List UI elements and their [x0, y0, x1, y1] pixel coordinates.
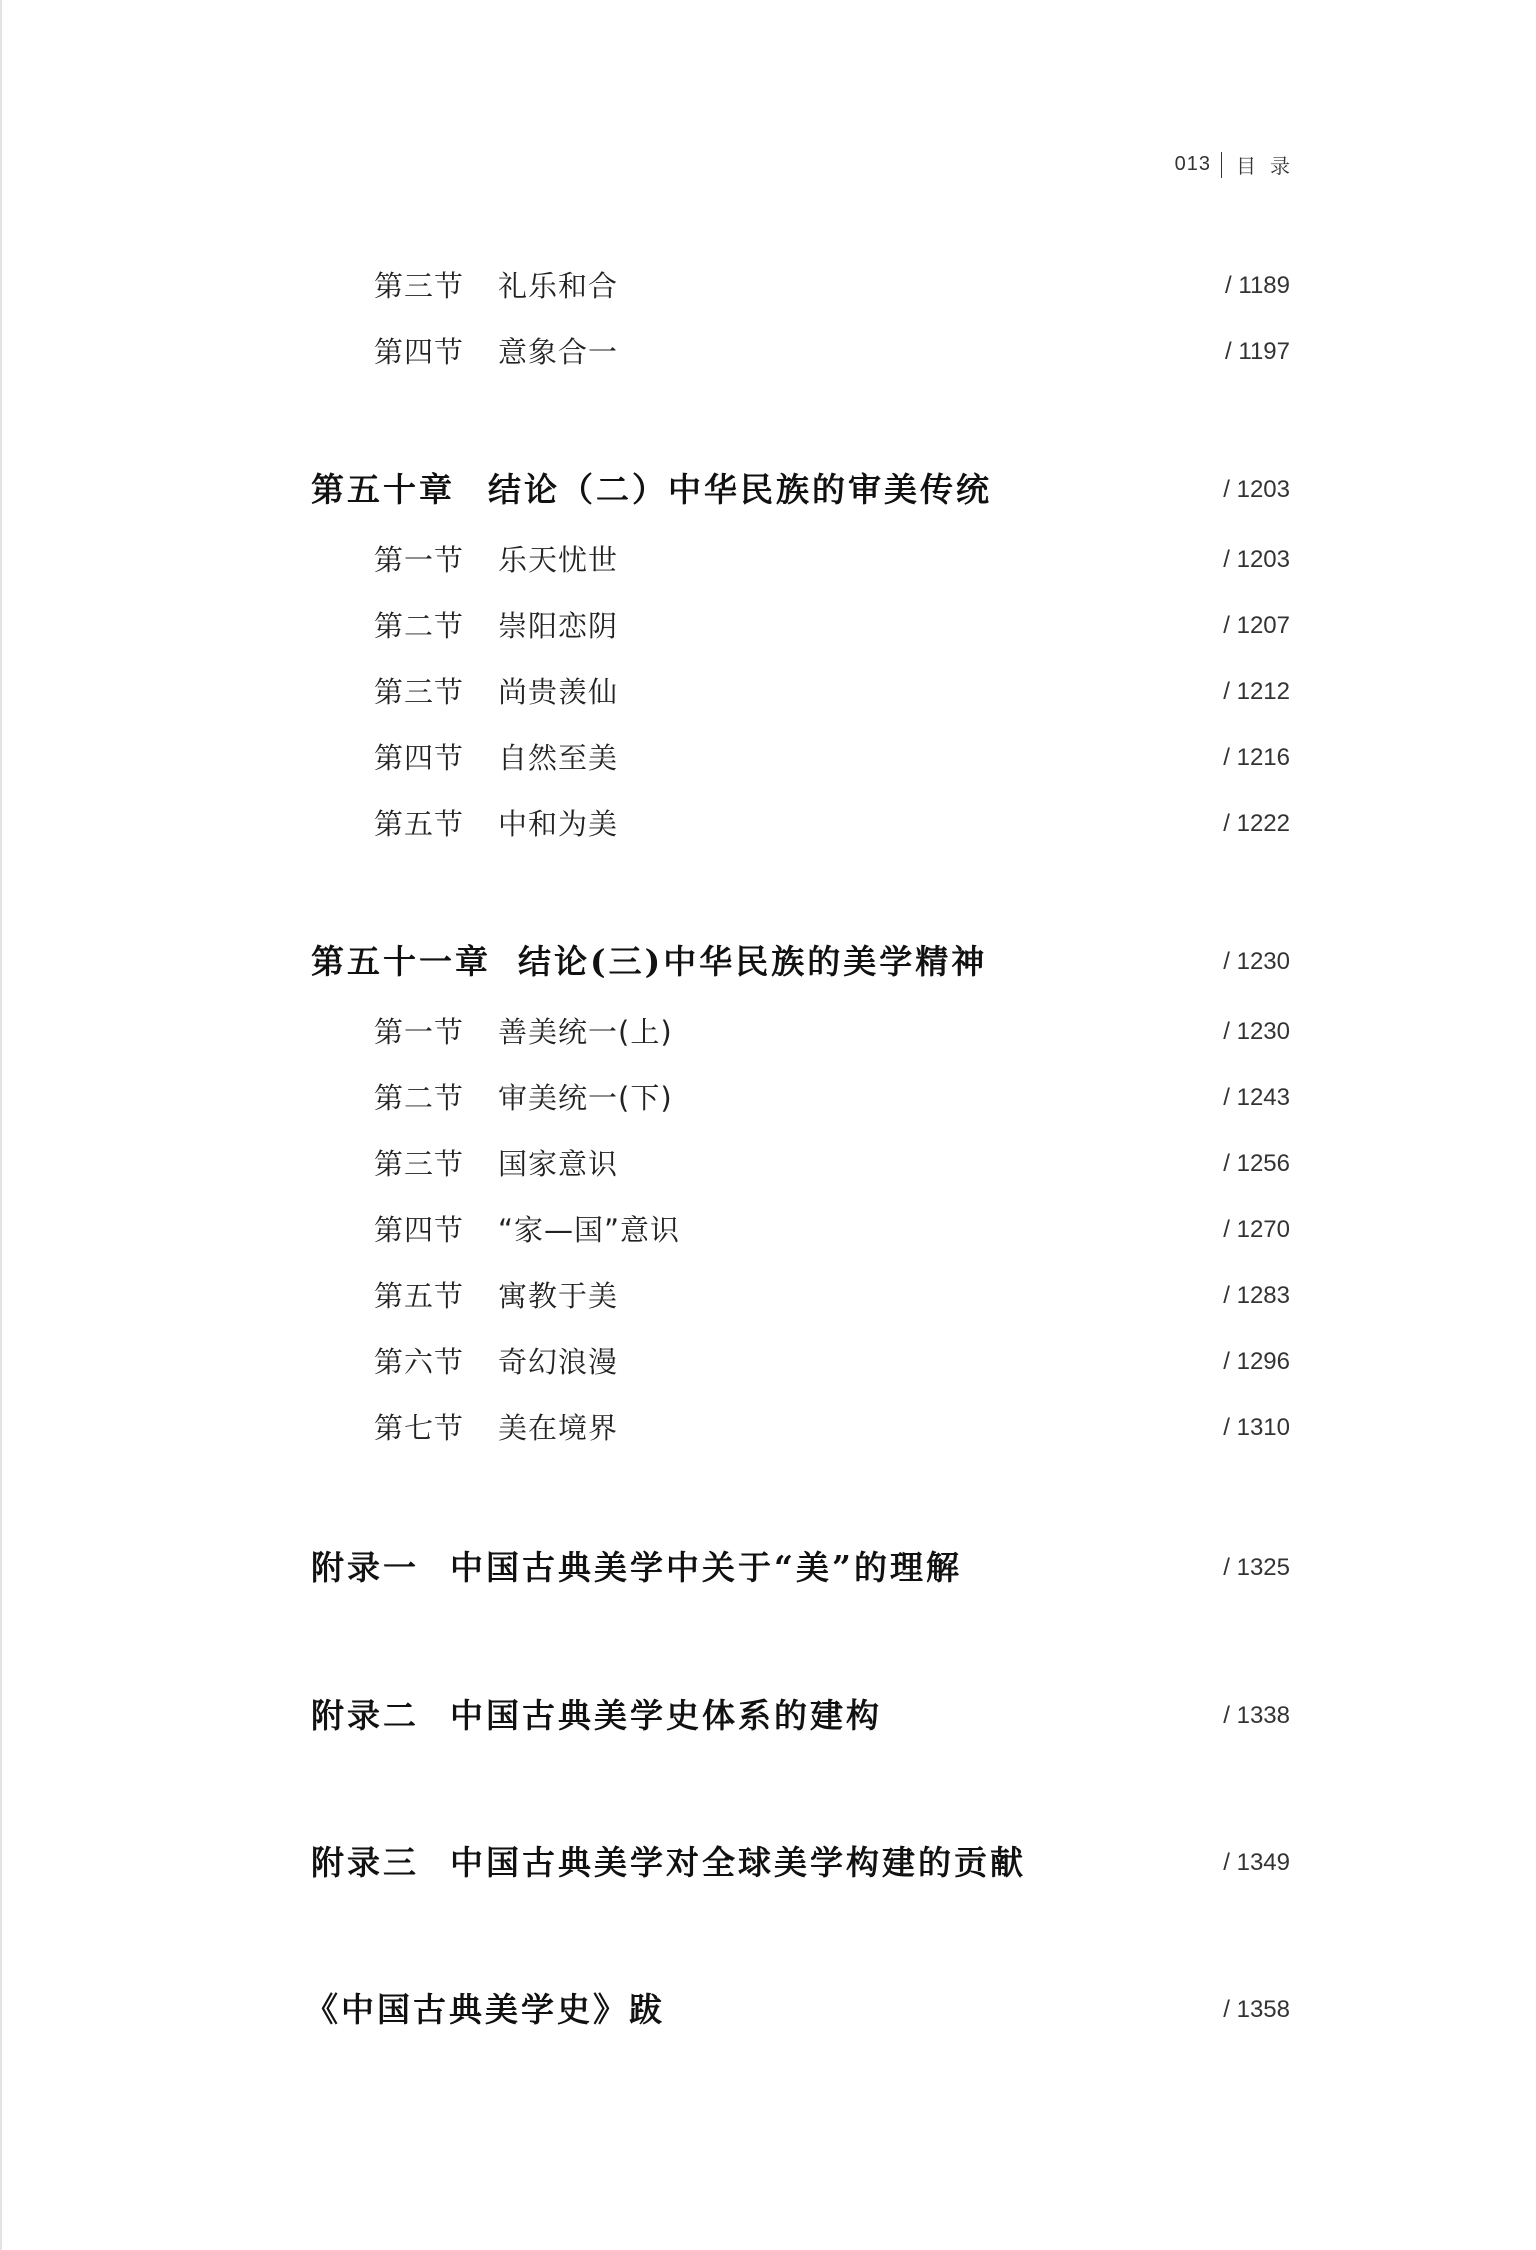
toc-entry[interactable]: [0, 1010, 1536, 1054]
toc-entry[interactable]: [0, 670, 1536, 714]
toc-entry-page: / 1207: [1223, 612, 1290, 639]
toc-entry-page: / 1216: [1223, 744, 1290, 771]
toc-postscript-entry[interactable]: [0, 1988, 1536, 2032]
toc-chapter-number: 附录三: [311, 1843, 419, 1882]
toc-entry-title: 中和为美: [498, 807, 619, 841]
toc-entry[interactable]: [0, 1142, 1536, 1186]
toc-entry-title: 自然至美: [498, 741, 619, 775]
toc-entry[interactable]: [0, 330, 1536, 374]
toc-entry-page: / 1230: [1223, 1018, 1290, 1045]
toc-entry-title: 美在境界: [498, 1411, 619, 1445]
toc-chapter-number: 第五十章: [311, 470, 455, 509]
toc-entry-page: / 1222: [1223, 810, 1290, 837]
toc-chapter-title: 中国古典美学史体系的建构: [450, 1696, 882, 1735]
toc-chapter-title: 结论(三)中华民族的美学精神: [518, 942, 988, 981]
page-number: 013: [1174, 153, 1211, 175]
toc-entry[interactable]: [0, 736, 1536, 780]
toc-entry-number: 第六节: [374, 1345, 465, 1379]
toc-entry-page: / 1203: [1223, 546, 1290, 573]
toc-entry-title: 意象合一: [498, 335, 619, 369]
toc-entry-title: 寓教于美: [498, 1279, 619, 1313]
header-section-label: 目录: [1236, 154, 1304, 178]
toc-appendix-entry[interactable]: [0, 1694, 1536, 1738]
toc-entry-number: 第一节: [374, 1015, 465, 1049]
toc-entry-page: / 1230: [1223, 948, 1290, 975]
toc-entry[interactable]: [0, 604, 1536, 648]
toc-entry-number: 第五节: [374, 1279, 465, 1313]
toc-entry-page: / 1203: [1223, 476, 1290, 503]
toc-entry-number: 第二节: [374, 609, 465, 643]
toc-entry-page: / 1349: [1223, 1849, 1290, 1876]
toc-entry[interactable]: [0, 1406, 1536, 1450]
toc-entry-page: / 1212: [1223, 678, 1290, 705]
toc-chapter-number: 附录二: [311, 1696, 419, 1735]
toc-entry-number: 第五节: [374, 807, 465, 841]
toc-entry-title: 国家意识: [498, 1147, 619, 1181]
toc-chapter-title: 结论（二）中华民族的审美传统: [488, 470, 992, 509]
toc-entry[interactable]: [0, 1208, 1536, 1252]
toc-entry-number: 第二节: [374, 1081, 465, 1115]
toc-entry[interactable]: [0, 1340, 1536, 1384]
toc-entry-number: 第四节: [374, 741, 465, 775]
toc-entry[interactable]: [0, 1274, 1536, 1318]
toc-entry-page: / 1283: [1223, 1282, 1290, 1309]
toc-entry-page: / 1256: [1223, 1150, 1290, 1177]
toc-chapter-title: 中国古典美学对全球美学构建的贡献: [450, 1843, 1026, 1882]
toc-entry[interactable]: [0, 538, 1536, 582]
toc-entry-title: 崇阳恋阴: [498, 609, 619, 643]
toc-chapter-number: 附录一: [311, 1548, 419, 1587]
toc-entry-page: / 1338: [1223, 1702, 1290, 1729]
toc-entry-title: 乐天忧世: [498, 543, 619, 577]
toc-entry-title: “家—国”意识: [498, 1213, 681, 1247]
toc-entry-page: / 1270: [1223, 1216, 1290, 1243]
toc-entry-page: / 1358: [1223, 1996, 1290, 2023]
toc-entry-number: 第三节: [374, 675, 465, 709]
toc-entry-page: / 1197: [1225, 338, 1290, 365]
toc-entry-number: 第三节: [374, 269, 465, 303]
toc-appendix-entry[interactable]: [0, 1546, 1536, 1590]
toc-entry[interactable]: [0, 802, 1536, 846]
toc-chapter-entry[interactable]: [0, 940, 1536, 984]
toc-chapter-title: 《中国古典美学史》跋: [305, 1990, 665, 2029]
toc-entry[interactable]: [0, 264, 1536, 308]
toc-entry-page: / 1310: [1223, 1414, 1290, 1441]
toc-entry-number: 第四节: [374, 335, 465, 369]
toc-entry-title: 礼乐和合: [498, 269, 619, 303]
toc-chapter-number: 第五十一章: [311, 942, 491, 981]
toc-entry-number: 第七节: [374, 1411, 465, 1445]
toc-entry[interactable]: [0, 1076, 1536, 1120]
toc-entry-title: 善美统一(上): [498, 1015, 673, 1049]
toc-appendix-entry[interactable]: [0, 1841, 1536, 1885]
toc-chapter-entry[interactable]: [0, 468, 1536, 512]
toc-entry-title: 审美统一(下): [498, 1081, 673, 1115]
toc-entry-number: 第三节: [374, 1147, 465, 1181]
toc-entry-number: 第四节: [374, 1213, 465, 1247]
toc-entry-page: / 1325: [1223, 1554, 1290, 1581]
toc-entry-page: / 1189: [1225, 272, 1290, 299]
toc-entry-page: / 1296: [1223, 1348, 1290, 1375]
toc-entry-page: / 1243: [1223, 1084, 1290, 1111]
toc-entry-number: 第一节: [374, 543, 465, 577]
toc-chapter-title: 中国古典美学中关于“美”的理解: [450, 1548, 962, 1587]
toc-entry-title: 奇幻浪漫: [498, 1345, 619, 1379]
toc-entry-title: 尚贵羡仙: [498, 675, 619, 709]
